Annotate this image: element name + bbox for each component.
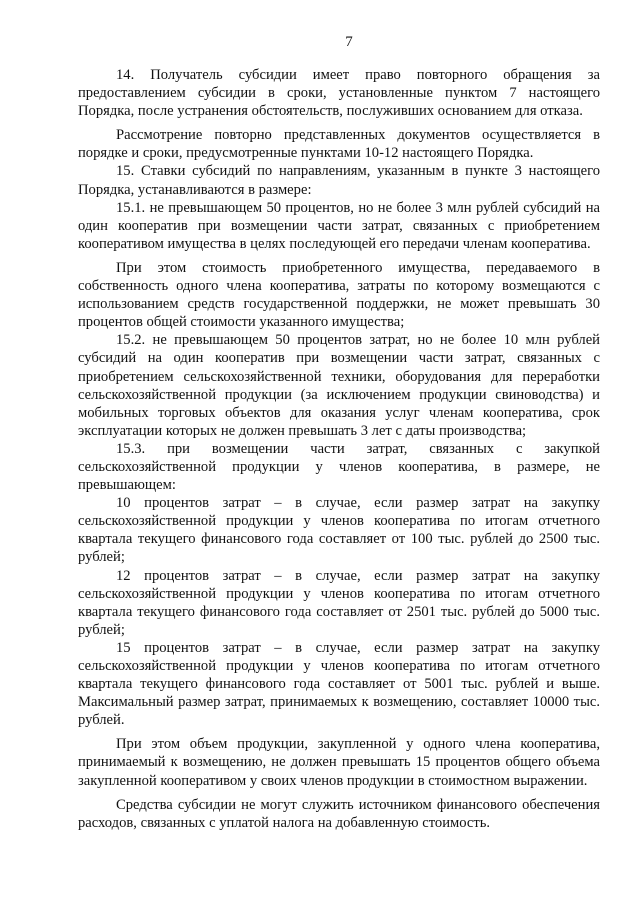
paragraph-15-3-tier-10: 10 процентов затрат – в случае, если размер затрат на закупку сельскохозяйственной продукции у членов кооператива по итогам отчетного квартала текущего финансового года составляет от 100 тыс. рублей до 2500 тыс. рублей;	[78, 495, 600, 566]
paragraph-15-3-tier-15: 15 процентов затрат – в случае, если размер затрат на закупку сельскохозяйственной продукции у членов кооператива по итогам отчетного квартала текущего финансового года составляет от 5001 тыс. рублей и выше. Максимальный размер затрат, принимаемых к возмещению, составляет 10000 тыс. рублей.	[78, 639, 600, 729]
page-number: 7	[345, 34, 353, 50]
paragraph-14-repeat-review: Рассмотрение повторно представленных документов осуществляется в порядке и сроки, предусмотренные пунктами 10-12 настоящего Порядка.	[78, 127, 600, 162]
paragraph-volume-limit: При этом объем продукции, закупленной у одного члена кооператива, принимаемый к возмещению, не должен превышать 15 процентов общего объема закупленной кооперативом у своих членов продукции в стоимостном выражении.	[78, 736, 600, 789]
paragraph-vat-exclusion: Средства субсидии не могут служить источником финансового обеспечения расходов, связанных с уплатой налога на добавленную стоимость.	[78, 796, 600, 831]
paragraph-15-3: 15.3. при возмещении части затрат, связанных с закупкой сельскохозяйственной продукции у членов кооператива, в размере, не превышающем:	[78, 440, 600, 494]
paragraph-15-1: 15.1. не превышающем 50 процентов, но не более 3 млн рублей субсидий на один кооператив при возмещении части затрат, связанных с приобретением кооперативом имущества в целях последующей его передачи членам кооператива.	[78, 199, 600, 252]
paragraph-14: 14. Получатель субсидии имеет право повторного обращения за предоставлением субсидии в сроки, установленные пунктом 7 настоящего Порядка, после устранения обстоятельств, послуживших основанием для отказа.	[78, 67, 600, 120]
paragraph-15: 15. Ставки субсидий по направлениям, указанным в пункте 3 настоящего Порядка, устанавливаются в размере:	[78, 163, 600, 198]
paragraph-15-3-tier-12: 12 процентов затрат – в случае, если размер затрат на закупку сельскохозяйственной продукции у членов кооператива по итогам отчетного квартала текущего финансового года составляет от 2501 тыс. рублей до 5000 тыс. рублей;	[78, 567, 600, 638]
paragraph-15-1-note: При этом стоимость приобретенного имущества, передаваемого в собственность одного члена кооператива, затраты по которому возмещаются с использованием средств государственной поддержки, не может превышать 30 процентов общей стоимости указанного имущества;	[78, 259, 600, 331]
paragraph-15-2: 15.2. не превышающем 50 процентов затрат, но не более 10 млн рублей субсидий на один кооператив при возмещении части затрат, связанных с приобретением сельскохозяйственной техники, оборудования для переработки сельскохозяйственной продукции (за исключением продукции свиноводства) и мобильных торговых объектов для оказания услуг членам кооператива, срок эксплуатации которых не должен превышать 3 лет с даты производства;	[78, 332, 600, 439]
